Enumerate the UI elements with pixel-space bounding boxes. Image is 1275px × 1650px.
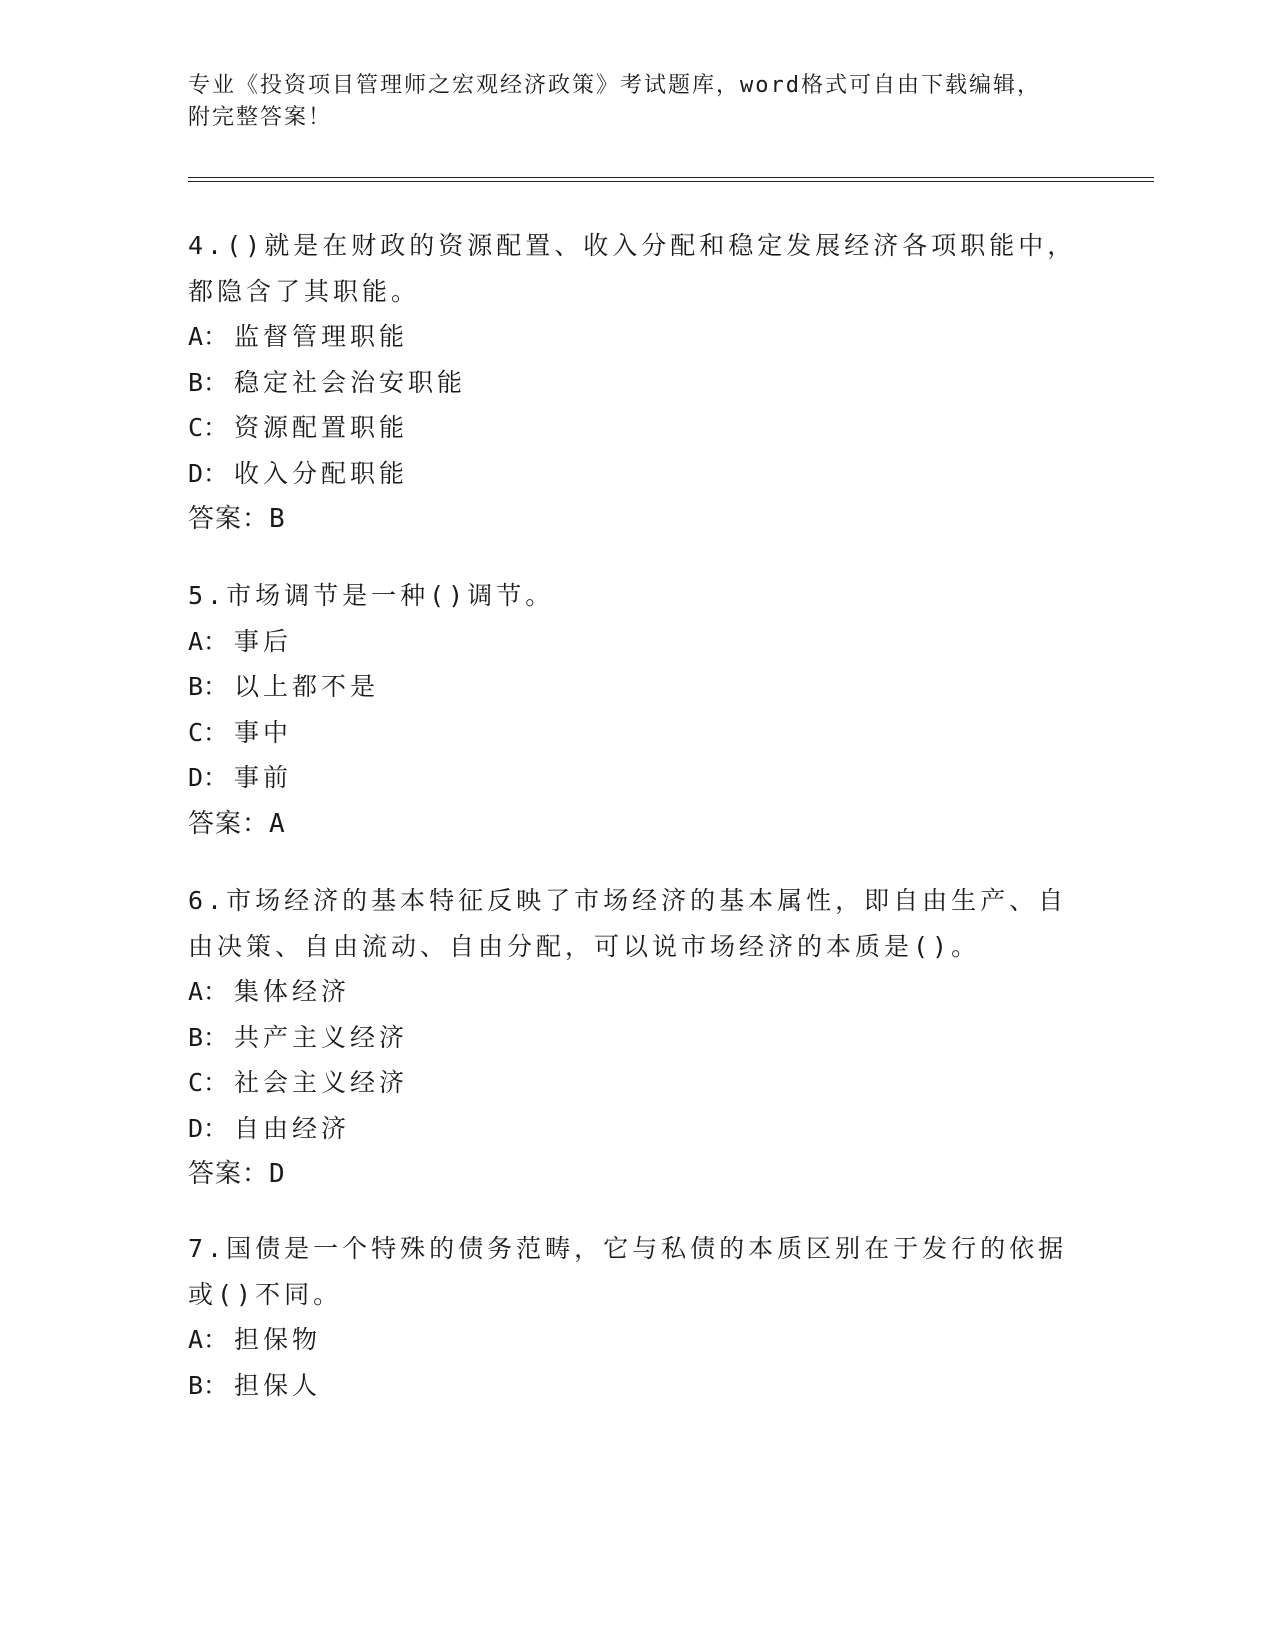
option-d xyxy=(188,755,1088,801)
option-letter: D： xyxy=(188,1113,229,1143)
option-a xyxy=(188,1317,1088,1363)
option-letter: C： xyxy=(188,413,229,442)
option-text: 担保人 xyxy=(234,1370,322,1400)
question-stem-line: 4.()就是在财政的资源配置、收入分配和稳定发展经济各项职能中， xyxy=(188,231,1077,260)
option-text: 共产主义经济 xyxy=(234,1022,409,1052)
option-letter: C： xyxy=(188,717,229,747)
option-text: 自由经济 xyxy=(234,1113,351,1143)
option-b xyxy=(188,1015,1088,1061)
option-letter: C： xyxy=(188,1068,229,1097)
option-text: 事前 xyxy=(234,763,293,792)
question-stem-line: 6.市场经济的基本特征反映了市场经济的基本属性，即自由生产、自 xyxy=(188,886,1068,915)
option-letter: D： xyxy=(188,763,229,792)
option-a xyxy=(188,314,1088,360)
answer-value: D xyxy=(269,1159,286,1189)
option-letter: A： xyxy=(188,322,229,351)
answer xyxy=(188,1151,1088,1197)
option-b xyxy=(188,360,1088,406)
answer-label: 答案： xyxy=(188,808,270,839)
option-text: 以上都不是 xyxy=(234,672,380,701)
answer-label: 答案： xyxy=(188,504,270,534)
question-4 xyxy=(188,223,1088,542)
document-header xyxy=(188,70,1088,134)
option-text: 担保物 xyxy=(234,1325,322,1354)
option-letter: D： xyxy=(188,458,229,488)
option-c xyxy=(188,405,1088,451)
option-a xyxy=(188,619,1088,665)
option-c xyxy=(188,1060,1088,1106)
option-letter: B： xyxy=(188,1022,229,1052)
option-letter: A： xyxy=(188,977,229,1006)
answer xyxy=(188,496,1088,542)
question-stem-line: 由决策、自由流动、自由分配，可以说市场经济的本质是()。 xyxy=(188,931,981,961)
option-d xyxy=(188,451,1088,497)
option-b xyxy=(188,1363,1088,1409)
header-line-1: 专业《投资项目管理师之宏观经济政策》考试题库，word格式可自由下载编辑， xyxy=(188,73,1041,98)
option-d xyxy=(188,1106,1088,1152)
question-7 xyxy=(188,1226,1088,1408)
option-letter: A： xyxy=(188,626,229,656)
option-text: 监督管理职能 xyxy=(234,322,409,351)
option-text: 收入分配职能 xyxy=(234,458,409,488)
option-b xyxy=(188,664,1088,710)
option-text: 集体经济 xyxy=(234,977,351,1006)
header-divider xyxy=(188,177,1154,182)
answer-value: A xyxy=(269,808,286,839)
answer xyxy=(188,801,1088,847)
question-stem-line: 7.国债是一个特殊的债务范畴，它与私债的本质区别在于发行的依据 xyxy=(188,1234,1068,1263)
option-text: 事后 xyxy=(234,626,293,656)
option-text: 稳定社会治安职能 xyxy=(234,367,467,397)
question-5 xyxy=(188,573,1088,847)
option-letter: B： xyxy=(188,1370,229,1400)
answer-value: B xyxy=(269,504,286,534)
option-text: 事中 xyxy=(234,717,293,747)
option-letter: B： xyxy=(188,367,229,397)
header-line-2: 附完整答案！ xyxy=(188,105,333,130)
question-stem-line: 都隐含了其职能。 xyxy=(188,276,421,306)
question-6 xyxy=(188,878,1088,1197)
question-stem-line: 5.市场调节是一种()调节。 xyxy=(188,581,555,610)
option-c xyxy=(188,710,1088,756)
question-stem-line: 或()不同。 xyxy=(188,1279,343,1309)
answer-label: 答案： xyxy=(188,1159,270,1189)
option-letter: B： xyxy=(188,672,229,701)
option-letter: A： xyxy=(188,1325,229,1354)
option-a xyxy=(188,969,1088,1015)
option-text: 社会主义经济 xyxy=(234,1068,409,1097)
option-text: 资源配置职能 xyxy=(234,413,409,442)
